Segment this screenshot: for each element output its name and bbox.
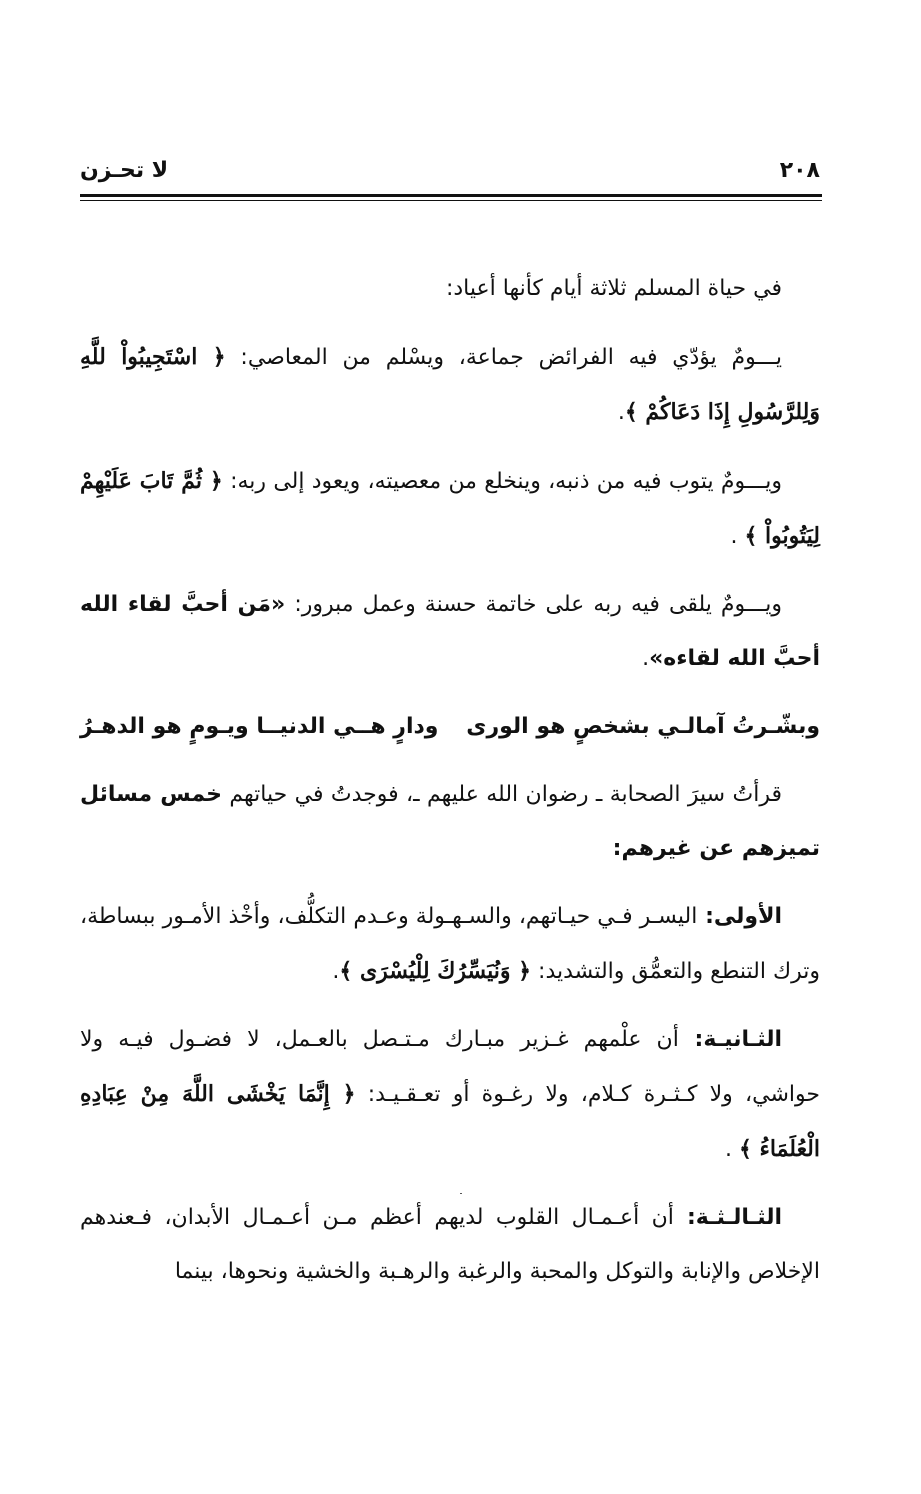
book-title: لا تحـزن (80, 158, 169, 183)
body-text (80, 262, 820, 1313)
page-number: ٢٠٨ (779, 158, 820, 183)
running-head (80, 158, 820, 188)
hadith-quote: «مَن أحبَّ لقاء الله أحبَّ الله لقاءه» (80, 592, 820, 671)
header-rule-thin (80, 200, 822, 201)
verse-first-hemistich: وبشّـرتُ آمالـي بشخصٍ هو الورى (466, 714, 820, 739)
item-lead: الثـانيـة: (678, 1027, 783, 1052)
punctuation: . (724, 1137, 739, 1162)
paragraph-companions (80, 768, 820, 876)
punctuation: . (617, 400, 625, 425)
verse-second-hemistich: ودارٍ هــي الدنيــا ويـومٍ هو الدهـرُ (80, 714, 439, 739)
punctuation: . (642, 646, 650, 671)
paragraph-intro (80, 262, 820, 316)
paragraph-text: ويـــومٌ يلقى فيه ربه على خاتمة حسنة وعمل مبرور: (285, 592, 782, 617)
punctuation: . (730, 524, 745, 549)
paragraph-day-three (80, 578, 820, 686)
paragraph-day-two (80, 454, 820, 564)
paragraph-text: قرأتُ سيرَ الصحابة ـ رضوان الله عليهم ـ، فوجدتُ في حياتهم (221, 782, 782, 807)
quran-quote: ﴿ اسْتَجِيبُواْ للَّهِ وَلِلرَّسُولِ إِذَا دَعَاكُمْ ﴾ (80, 344, 820, 425)
item-lead: الأولى: (697, 904, 782, 929)
paragraph-text: اليسـر فـي حيـاتهم، والسـهـولة وعـدم التكلُّف، وأخْذ الأمـور ببساطة، وترك التنطع والتعمُّق والتشديد: (80, 904, 820, 984)
emphasis-text: خمس مسائل تميزهم عن غيرهم: (80, 782, 820, 861)
paragraph-second-trait (80, 1013, 820, 1177)
quran-quote: ﴿ ثُمَّ تَابَ عَلَيْهِمْ لِيَتُوبُواْ ﴾ (80, 468, 820, 549)
scan-speck (460, 1193, 462, 1194)
paragraph-text: في حياة المسلم ثلاثة أيام كأنها أعياد: (445, 276, 782, 301)
paragraph-text: أن علْمهم غـزير مبـارك مـتـصل بالعـمل، لا فضـول فيـه ولا حواشي، ولا كـثـرة كـلام، ولا رغـوة أو تعـقـيـد: (80, 1027, 820, 1107)
poetry-verse (80, 700, 820, 754)
paragraph-third-trait (80, 1191, 820, 1299)
paragraph-text: أن أعـمـال القلوب لديهم أعظم مـن أعـمـال الأبدان، فـعندهم الإخلاص والإنابة والتوكل والمحبة والرغبة والرهـبة والخشية ونحوها، بينما (80, 1205, 820, 1284)
punctuation: . (332, 959, 340, 984)
paragraph-text: يـــومٌ يؤدّي فيه الفرائض جماعة، ويسْلم من المعاصي: (225, 345, 782, 370)
paragraph-day-one (80, 330, 820, 440)
item-lead: الثـالـثـة: (673, 1205, 782, 1230)
paragraph-text: ويـــومٌ يتوب فيه من ذنبه، وينخلع من معصيته، ويعود إلى ربه: (222, 469, 782, 494)
header-rule-thick (80, 194, 822, 197)
quran-quote: ﴿ وَنُيَسِّرُكَ لِلْيُسْرَى ﴾ (339, 958, 532, 984)
quran-quote: ﴿ إِنَّمَا يَخْشَى اللَّهَ مِنْ عِبَادِهِ الْعُلَمَاءُ ﴾ (80, 1081, 820, 1162)
paragraph-first-trait (80, 890, 820, 999)
